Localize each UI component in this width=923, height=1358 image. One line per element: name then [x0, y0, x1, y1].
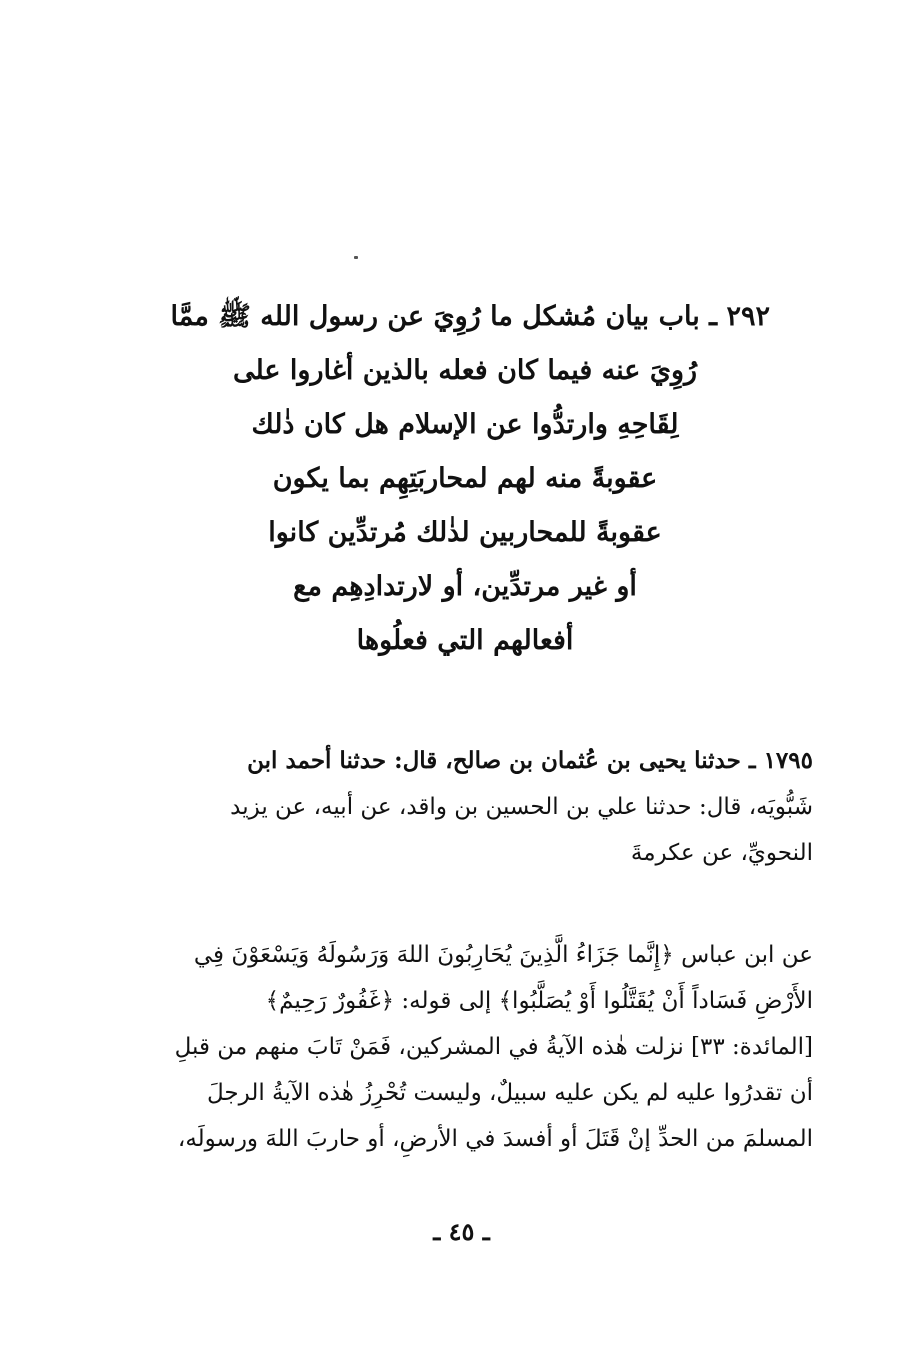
hadith-body-line: عن ابن عباس ﴿إِنَّما جَزَاءُ الَّذِينَ يُحَارِبُونَ اللهَ وَرَسُولَهُ وَيَسْعَوْنَ فِي: [193, 942, 813, 968]
hadith-body-line: أن تقدرُوا عليه لم يكن عليه سبيلٌ، وليست تُحْرِزُ هٰذه الآيةُ الرجلَ: [207, 1080, 813, 1106]
hadith-body-line: [المائدة: ٣٣] نزلت هٰذه الآيةُ في المشركين، فَمَنْ تَابَ منهم من قبلِ: [174, 1034, 813, 1060]
hadith-body-line: المسلمَ من الحدِّ إنْ قَتَلَ أو أفسدَ في الأرضِ، أو حاربَ اللهَ ورسولَه،: [177, 1126, 813, 1152]
hadith-chain-of-narration: [108, 738, 813, 876]
page-number: ـ ٤٥ ـ: [433, 1217, 490, 1246]
hadith-text: [108, 932, 813, 1162]
hadith-intro-line: شَبُّويَه، قال: حدثنا علي بن الحسين بن واقد، عن أبيه، عن يزيد: [230, 794, 813, 820]
chapter-heading-line: أفعالهم التي فعلُوها: [356, 625, 574, 656]
chapter-heading-line: عقوبةً للمحاربين لذٰلك مُرتدِّين كانوا: [268, 517, 662, 548]
chapter-heading-line: ٢٩٢ ـ باب بيان مُشكل ما رُوِيَ عن رسول الله ﷺ ممَّا: [170, 301, 770, 332]
chapter-heading: [160, 290, 770, 668]
ink-speck: [354, 256, 358, 259]
hadith-intro-line: النحويِّ، عن عكرمةَ: [630, 840, 813, 866]
chapter-heading-line: رُوِيَ عنه فيما كان فعله بالذين أغاروا على: [232, 355, 698, 386]
chapter-heading-line: عقوبةً منه لهم لمحاربَتِهِم بما يكون: [272, 463, 658, 494]
hadith-body-line: الأَرْضِ فَسَاداً أَنْ يُقَتَّلُوا أَوْ يُصَلَّبُوا﴾ إلى قوله: ﴿غَفُورٌ رَحِيمٌ﴾: [265, 988, 813, 1014]
hadith-intro-line: ١٧٩٥ ـ حدثنا يحيى بن عُثمان بن صالح، قال: حدثنا أحمد ابن: [247, 747, 813, 774]
chapter-heading-line: أو غير مرتدِّين، أو لارتدادِهِم مع: [293, 571, 637, 602]
chapter-heading-line: لِقَاحِهِ وارتدُّوا عن الإسلام هل كان ذٰلك: [251, 409, 679, 440]
